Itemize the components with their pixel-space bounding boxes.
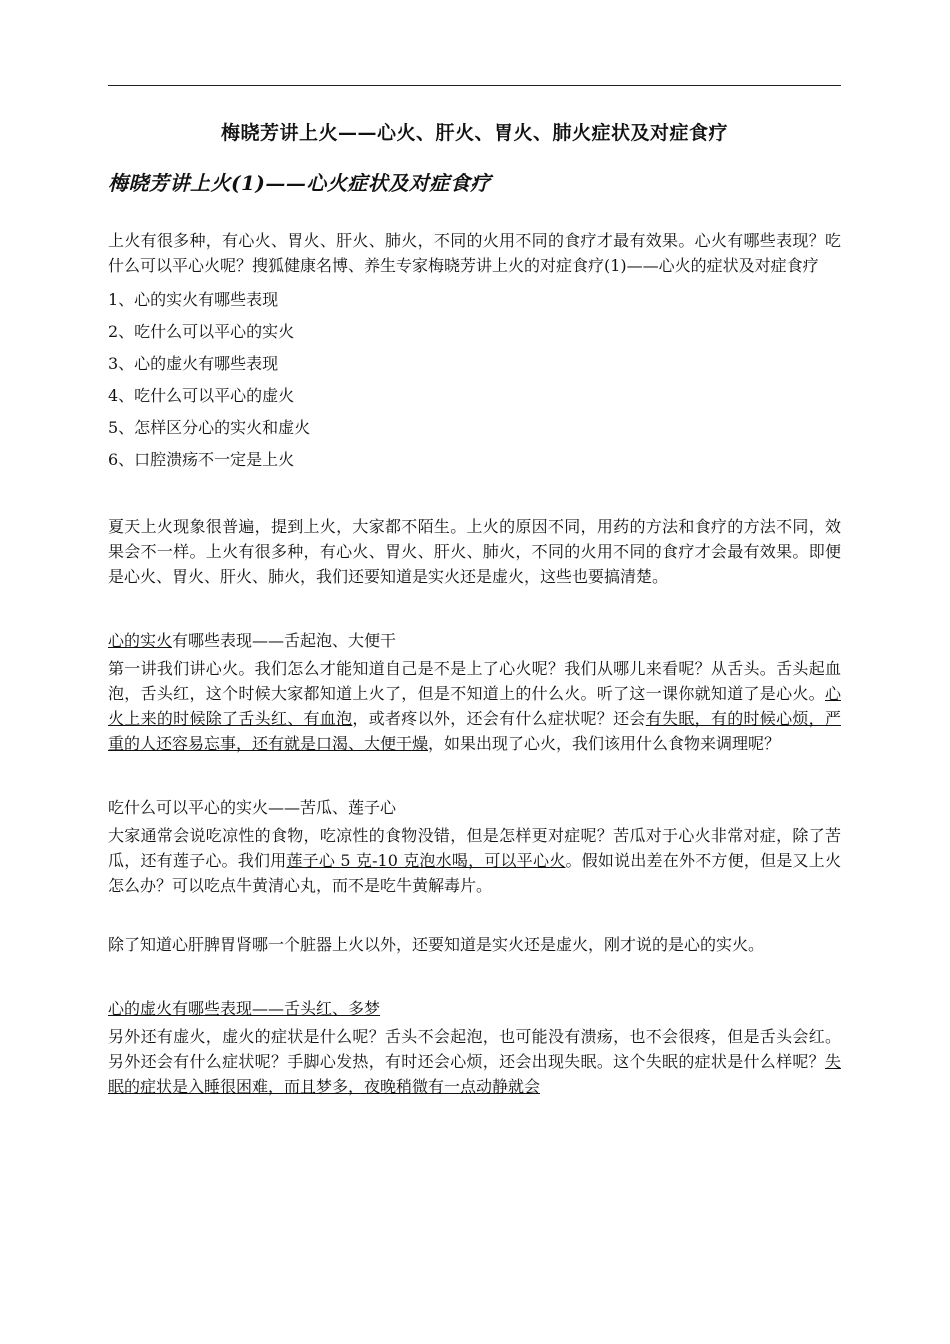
section-subtitle: 梅晓芳讲上火(1)——心火症状及对症食疗 (108, 171, 491, 195)
heading-underlined: 心的虚火有哪些表现——舌头红、多梦 (108, 999, 381, 1018)
organ-paragraph: 除了知道心肝脾胃肾哪一个脏器上火以外，还要知道是实火还是虚火，刚才说的是心的实火。 (108, 935, 765, 954)
summer-paragraph: 夏天上火现象很普遍，提到上火，大家都不陌生。上火的原因不同，用药的方法和食疗的方法不同，效果会不一样。上火有很多种，有心火、胃火、肝火、肺火，不同的火用不同的食疗才会最有效果。即便是心火、胃火、肝火、肺火，我们还要知道是实火还是虚火，这些也要搞清楚。 (108, 517, 841, 586)
list-item: 3、心的虚火有哪些表现 (108, 354, 279, 373)
underlined-text: 心火上来的时候除了舌头红、有血泡 (108, 684, 841, 728)
document-body (108, 118, 841, 1099)
underlined-text: 莲子心 5 克-10 克泡水喝，可以平心火 (286, 851, 566, 870)
document-title: 梅晓芳讲上火——心火、肝火、胃火、肺火症状及对症食疗 (220, 122, 728, 144)
section-heading-real-fire-food: 吃什么可以平心的实火——苦瓜、莲子心 (108, 798, 397, 817)
text-run: 大家通常会说吃凉性的食物，吃凉性的食物没错，但是怎样更对症呢？苦瓜对于心火非常对症，除了苦瓜，还有莲子心。我们用 (108, 826, 841, 870)
text-run: 。假如说出差在外不方便，但是又上火怎么办？可以吃点牛黄清心丸，而不是吃牛黄解毒片。 (108, 851, 841, 895)
topic-list (108, 284, 841, 476)
text-run: 另外还有虚火，虚火的症状是什么呢？舌头不会起泡，也可能没有溃疡，也不会很疼，但是舌头会红。另外还会有什么症状呢？手脚心发热，有时还会心烦，还会出现失眠。这个失眠的症状是什么样呢？ (108, 1027, 841, 1071)
list-item: 6、口腔溃疡不一定是上火 (108, 450, 295, 469)
list-item: 1、心的实火有哪些表现 (108, 290, 279, 309)
text-run: 第一讲我们讲心火。我们怎么才能知道自己是不是上了心火呢？我们从哪儿来看呢？从舌头。舌头起血泡，舌头红，这个时候大家都知道上火了，但是不知道上的什么火。听了这一课你就知道了是心火。 (108, 659, 841, 703)
list-item: 4、吃什么可以平心的虚火 (108, 386, 295, 405)
text-run: ，或者疼以外，还会有什么症状呢？还会 (352, 709, 646, 728)
heading-rest: 有哪些表现——舌起泡、大便干 (172, 631, 397, 650)
real-fire-paragraph (108, 656, 841, 756)
deficient-fire-paragraph (108, 1024, 841, 1099)
intro-paragraph: 上火有很多种，有心火、胃火、肝火、肺火，不同的火用不同的食疗才最有效果。心火有哪些表现？吃什么可以平心火呢？搜狐健康名博、养生专家梅晓芳讲上火的对症食疗(1)——心火的症状及对症食疗 (108, 231, 841, 275)
real-fire-food-paragraph (108, 823, 841, 898)
text-run: ，如果出现了心火，我们该用什么食物来调理呢？ (428, 734, 781, 753)
header-rule (108, 85, 841, 86)
list-item: 5、怎样区分心的实火和虚火 (108, 418, 311, 437)
section-heading-deficient-fire (108, 995, 841, 1023)
heading-underlined: 心的实火 (108, 631, 173, 650)
underlined-text: 失眠的症状是入睡很困难，而且梦多，夜晚稍微有一点动静就会 (108, 1052, 841, 1096)
list-item: 2、吃什么可以平心的实火 (108, 322, 295, 341)
underlined-text: 有失眠，有的时候心烦，严重的人还容易忘事，还有就是口渴、大便干燥 (108, 709, 841, 753)
section-heading-real-fire (108, 627, 841, 655)
